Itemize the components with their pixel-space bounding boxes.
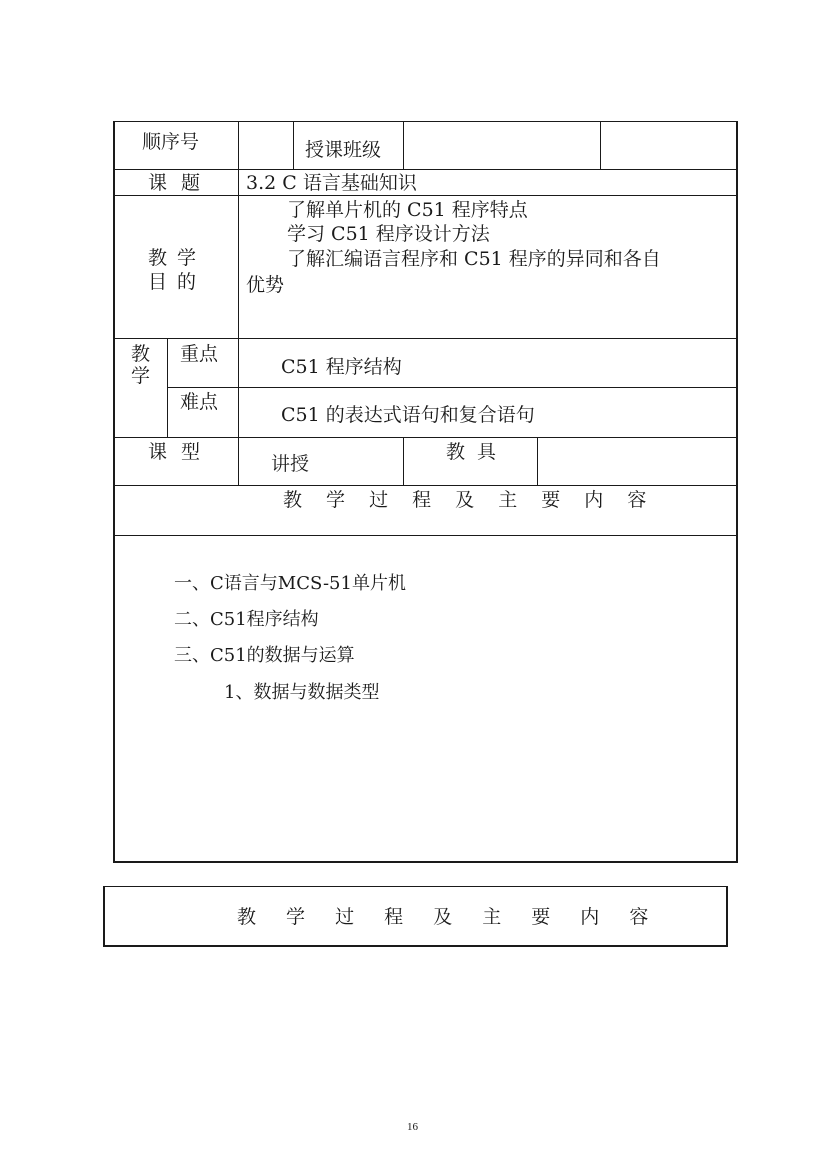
row-divider-3 xyxy=(113,338,738,339)
form-border-top xyxy=(113,121,738,122)
objective-line: 了解单片机的 C51 程序特点 xyxy=(287,199,528,221)
row-divider-5 xyxy=(113,485,738,486)
box-heading: 教 学 过 程 及 主 要 内 容 xyxy=(237,906,661,928)
objectives-label-2: 目 的 xyxy=(148,271,199,293)
row-divider-2 xyxy=(113,195,738,196)
col-divider-type-b xyxy=(537,437,538,485)
seq-label: 顺序号 xyxy=(142,131,200,153)
keypoints-group-label-1: 教 xyxy=(131,343,151,365)
type-value: 讲授 xyxy=(271,453,310,475)
form-border-bottom xyxy=(113,861,738,863)
row-divider-1 xyxy=(113,169,738,170)
type-label: 课 型 xyxy=(148,441,205,463)
page-number: 16 xyxy=(407,1121,418,1133)
box-border-top xyxy=(103,886,728,887)
important-label: 重点 xyxy=(180,343,219,365)
col-divider-r1c xyxy=(600,121,601,169)
topic-label: 课 题 xyxy=(148,172,205,194)
difficult-label: 难点 xyxy=(180,391,219,413)
col-divider-type-a xyxy=(403,437,404,485)
box-border-bottom xyxy=(103,945,728,947)
content-line: 三、C51的数据与运算 xyxy=(174,645,355,666)
col-divider-main xyxy=(238,121,239,485)
keypoints-group-label-2: 学 xyxy=(131,365,151,387)
content-line: 1、数据与数据类型 xyxy=(224,682,380,703)
box-border-left xyxy=(103,886,105,947)
content-line: 二、C51程序结构 xyxy=(174,609,319,630)
form-border-right xyxy=(736,121,738,862)
row-divider-keypoints xyxy=(167,387,738,388)
content-line: 一、C语言与MCS-51单片机 xyxy=(174,573,406,594)
row-divider-6 xyxy=(113,535,738,536)
row-divider-4 xyxy=(113,437,738,438)
important-value: C51 程序结构 xyxy=(281,356,402,378)
process-heading: 教 学 过 程 及 主 要 内 容 xyxy=(283,489,656,511)
box-border-right xyxy=(726,886,728,947)
objective-line: 了解汇编语言程序和 C51 程序的异同和各自 xyxy=(287,248,661,270)
objectives-label-1: 教 学 xyxy=(148,247,199,269)
col-divider-r1a xyxy=(293,121,294,169)
form-border-left xyxy=(113,121,115,862)
class-label: 授课班级 xyxy=(305,139,382,161)
tools-label: 教 具 xyxy=(446,441,500,463)
col-divider-r1b xyxy=(403,121,404,169)
objective-line: 优势 xyxy=(246,274,285,296)
objective-line: 学习 C51 程序设计方法 xyxy=(287,223,490,245)
difficult-value: C51 的表达式语句和复合语句 xyxy=(281,404,535,426)
topic-value: 3.2 C 语言基础知识 xyxy=(246,172,417,194)
